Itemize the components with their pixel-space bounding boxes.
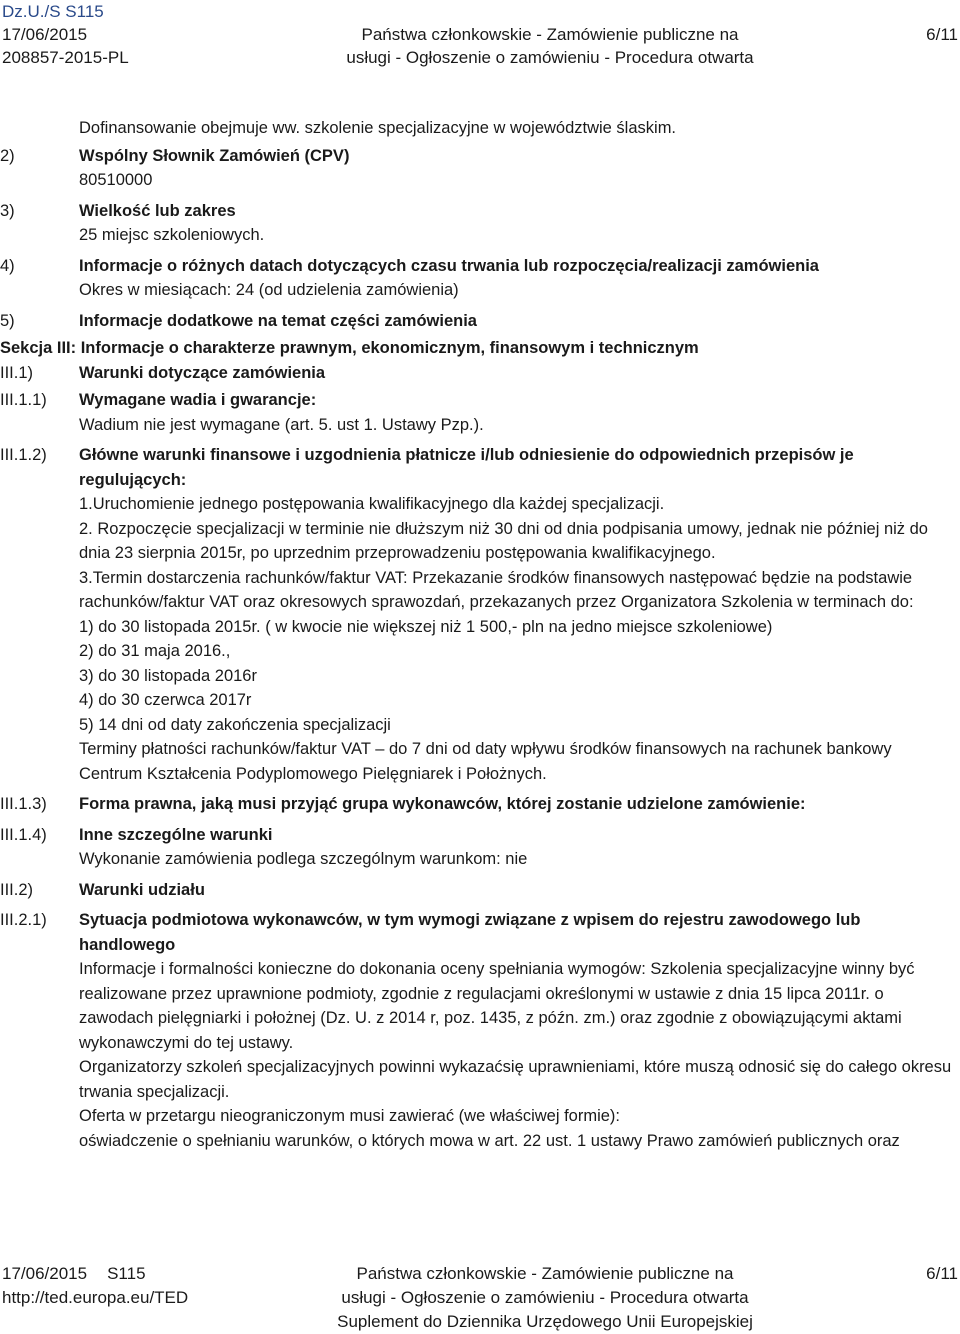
item-title: Informacje dodatkowe na temat części zamówienia [79, 311, 477, 330]
section-III-1-1 [0, 388, 960, 437]
section-III-1-2 [0, 443, 960, 786]
page-header [0, 0, 960, 70]
item-title: Informacje o różnych datach dotyczących czasu trwania lub rozpoczęcia/realizacji zamówienia [79, 256, 819, 275]
section-number: III.2) [0, 880, 34, 899]
section-line: 1) do 30 listopada 2015r. ( w kwocie nie większej niż 1 500,- pln na jedno miejsce szkoleniowe) [79, 617, 773, 636]
intro-paragraph [0, 116, 960, 141]
section-number: III.1.2) [0, 446, 47, 464]
header-title-line1: Państwa członkowskie - Zamówienie publiczne na [361, 25, 739, 44]
section-title: Warunki udziału [79, 880, 205, 899]
footer-url[interactable]: http://ted.europa.eu/TED [2, 1288, 189, 1307]
section-line: Terminy płatności rachunków/faktur VAT – do 7 dni od daty wpływu środków finansowych na rachunek bankowy Centrum Kształcenia Podyplomowego Pielęgniarek i Położnych. [79, 740, 892, 783]
item-title: Wspólny Słownik Zamówień (CPV) [79, 146, 350, 165]
section-III-1-4 [0, 823, 960, 872]
footer-page-number: 6/11 [926, 1264, 958, 1283]
section-line: Oferta w przetargu nieograniczonym musi zawierać (we właściwej formie): [79, 1107, 621, 1125]
section-title: Forma prawna, jaką musi przyjąć grupa wykonawców, której zostanie udzielone zamówienie: [79, 795, 806, 813]
section-line: Organizatorzy szkoleń specjalizacyjnych powinni wykazaćsię uprawnieniami, które muszą odnosić się do całego okresu trwania specjalizacji. [79, 1058, 952, 1101]
intro-text: Dofinansowanie obejmuje ww. szkolenie specjalizacyjne w województwie ślaskim. [79, 119, 677, 137]
footer-date: 17/06/2015 [2, 1264, 88, 1283]
footer-title-line1: Państwa członkowskie - Zamówienie publiczne na [356, 1264, 734, 1283]
section-number: III.2.1) [0, 911, 47, 929]
section-line: 4) do 30 czerwca 2017r [79, 691, 252, 709]
item-text: 80510000 [79, 171, 153, 189]
item-cpv [0, 144, 960, 193]
section-title: Inne szczególne warunki [79, 825, 273, 844]
item-number: 2) [0, 146, 15, 165]
section-line: 5) 14 dni od daty zakończenia specjalizacji [79, 715, 391, 734]
section-heading: Sekcja III: Informacje o charakterze prawnym, ekonomicznym, finansowym i technicznym [0, 339, 699, 357]
header-ref: Dz.U./S S115 [2, 2, 104, 21]
section-III-1 [0, 361, 960, 386]
header-doc-id: 208857-2015-PL [2, 48, 129, 67]
item-number: 5) [0, 311, 15, 330]
section-title: Sytuacja podmiotowa wykonawców, w tym wymogi związane z wpisem do rejestru zawodowego lub handlowego [79, 911, 861, 954]
footer-title-line3: Suplement do Dziennika Urzędowego Unii Europejskiej [337, 1312, 753, 1331]
header-left [2, 0, 129, 69]
section-title: Główne warunki finansowe i uzgodnienia płatnicze i/lub odniesienie do odpowiednich przepisów je regulujących: [79, 446, 854, 489]
section-line: oświadczenie o spełnianiu warunków, o których mowa w art. 22 ust. 1 ustawy Prawo zamówień publicznych oraz [79, 1131, 900, 1150]
section-text: Wadium nie jest wymagane (art. 5. ust 1. Ustawy Pzp.). [79, 415, 484, 434]
section-line: 3.Termin dostarczenia rachunków/faktur VAT: Przekazanie środków finansowych następować będzie na podstawie rachunków/faktur VAT oraz okresowych sprawozdań, przekazanych przez Organizatora Szkolenia w terminach do: [79, 568, 914, 611]
item-dates [0, 254, 960, 303]
section-line: 2. Rozpoczęcie specjalizacji w terminie nie dłuższym niż 30 dni od dnia podpisania umowy, jednak nie później niż do dnia 23 sierpnia 2015r, po uprzednim przeprowadzeniu postępowania kwalifikacyjnego. [79, 519, 928, 562]
section-line: 1.Uruchomienie jednego postępowania kwalifikacyjnego dla każdej specjalizacji. [79, 495, 665, 513]
section-number: III.1.3) [0, 795, 47, 813]
footer-series: S115 [107, 1264, 146, 1283]
section-line: 3) do 30 listopada 2016r [79, 666, 257, 685]
item-additional-info [0, 309, 960, 334]
section-title: Wymagane wadia i gwarancje: [79, 391, 317, 409]
section-number: III.1.4) [0, 825, 47, 844]
footer-left [2, 1262, 188, 1310]
item-text: Okres w miesiącach: 24 (od udzielenia zamówienia) [79, 281, 459, 299]
item-scope [0, 199, 960, 248]
header-page-number: 6/11 [926, 25, 958, 44]
section-III-2 [0, 878, 960, 903]
header-date: 17/06/2015 [2, 25, 88, 44]
section-title: Warunki dotyczące zamówienia [79, 363, 326, 382]
header-title [340, 0, 760, 69]
footer-title [300, 1262, 790, 1334]
section-III-2-1 [0, 908, 960, 1153]
section-line: Informacje i formalności konieczne do dokonania oceny spełniania wymogów: Szkolenia specjalizacyjne winny być realizowane przez uprawnione podmioty, zgodnie z regulacjami określonymi w ustawie z dnia 15 lipca 2011r. o zawodach pielęgniarki i położnej (Dz. U. z 2014 r, poz. 1435, z późn. zm.) oraz zgodnie z obowiązującymi aktami wykonawczymi do tej ustawy. [79, 960, 915, 1052]
item-title: Wielkość lub zakres [79, 201, 236, 220]
header-title-line2: usługi - Ogłoszenie o zamówieniu - Procedura otwarta [346, 48, 754, 67]
document-body [0, 116, 960, 1153]
section-line: 2) do 31 maja 2016., [79, 642, 231, 660]
item-number: 3) [0, 201, 15, 220]
item-text: 25 miejsc szkoleniowych. [79, 226, 265, 244]
item-number: 4) [0, 256, 15, 275]
page-footer [0, 1262, 960, 1334]
section-number: III.1) [0, 363, 34, 382]
section-III-1-3 [0, 792, 960, 817]
section-number: III.1.1) [0, 391, 47, 409]
footer-title-line2: usługi - Ogłoszenie o zamówieniu - Procedura otwarta [341, 1288, 749, 1307]
section-text: Wykonanie zamówienia podlega szczególnym warunkom: nie [79, 850, 528, 868]
